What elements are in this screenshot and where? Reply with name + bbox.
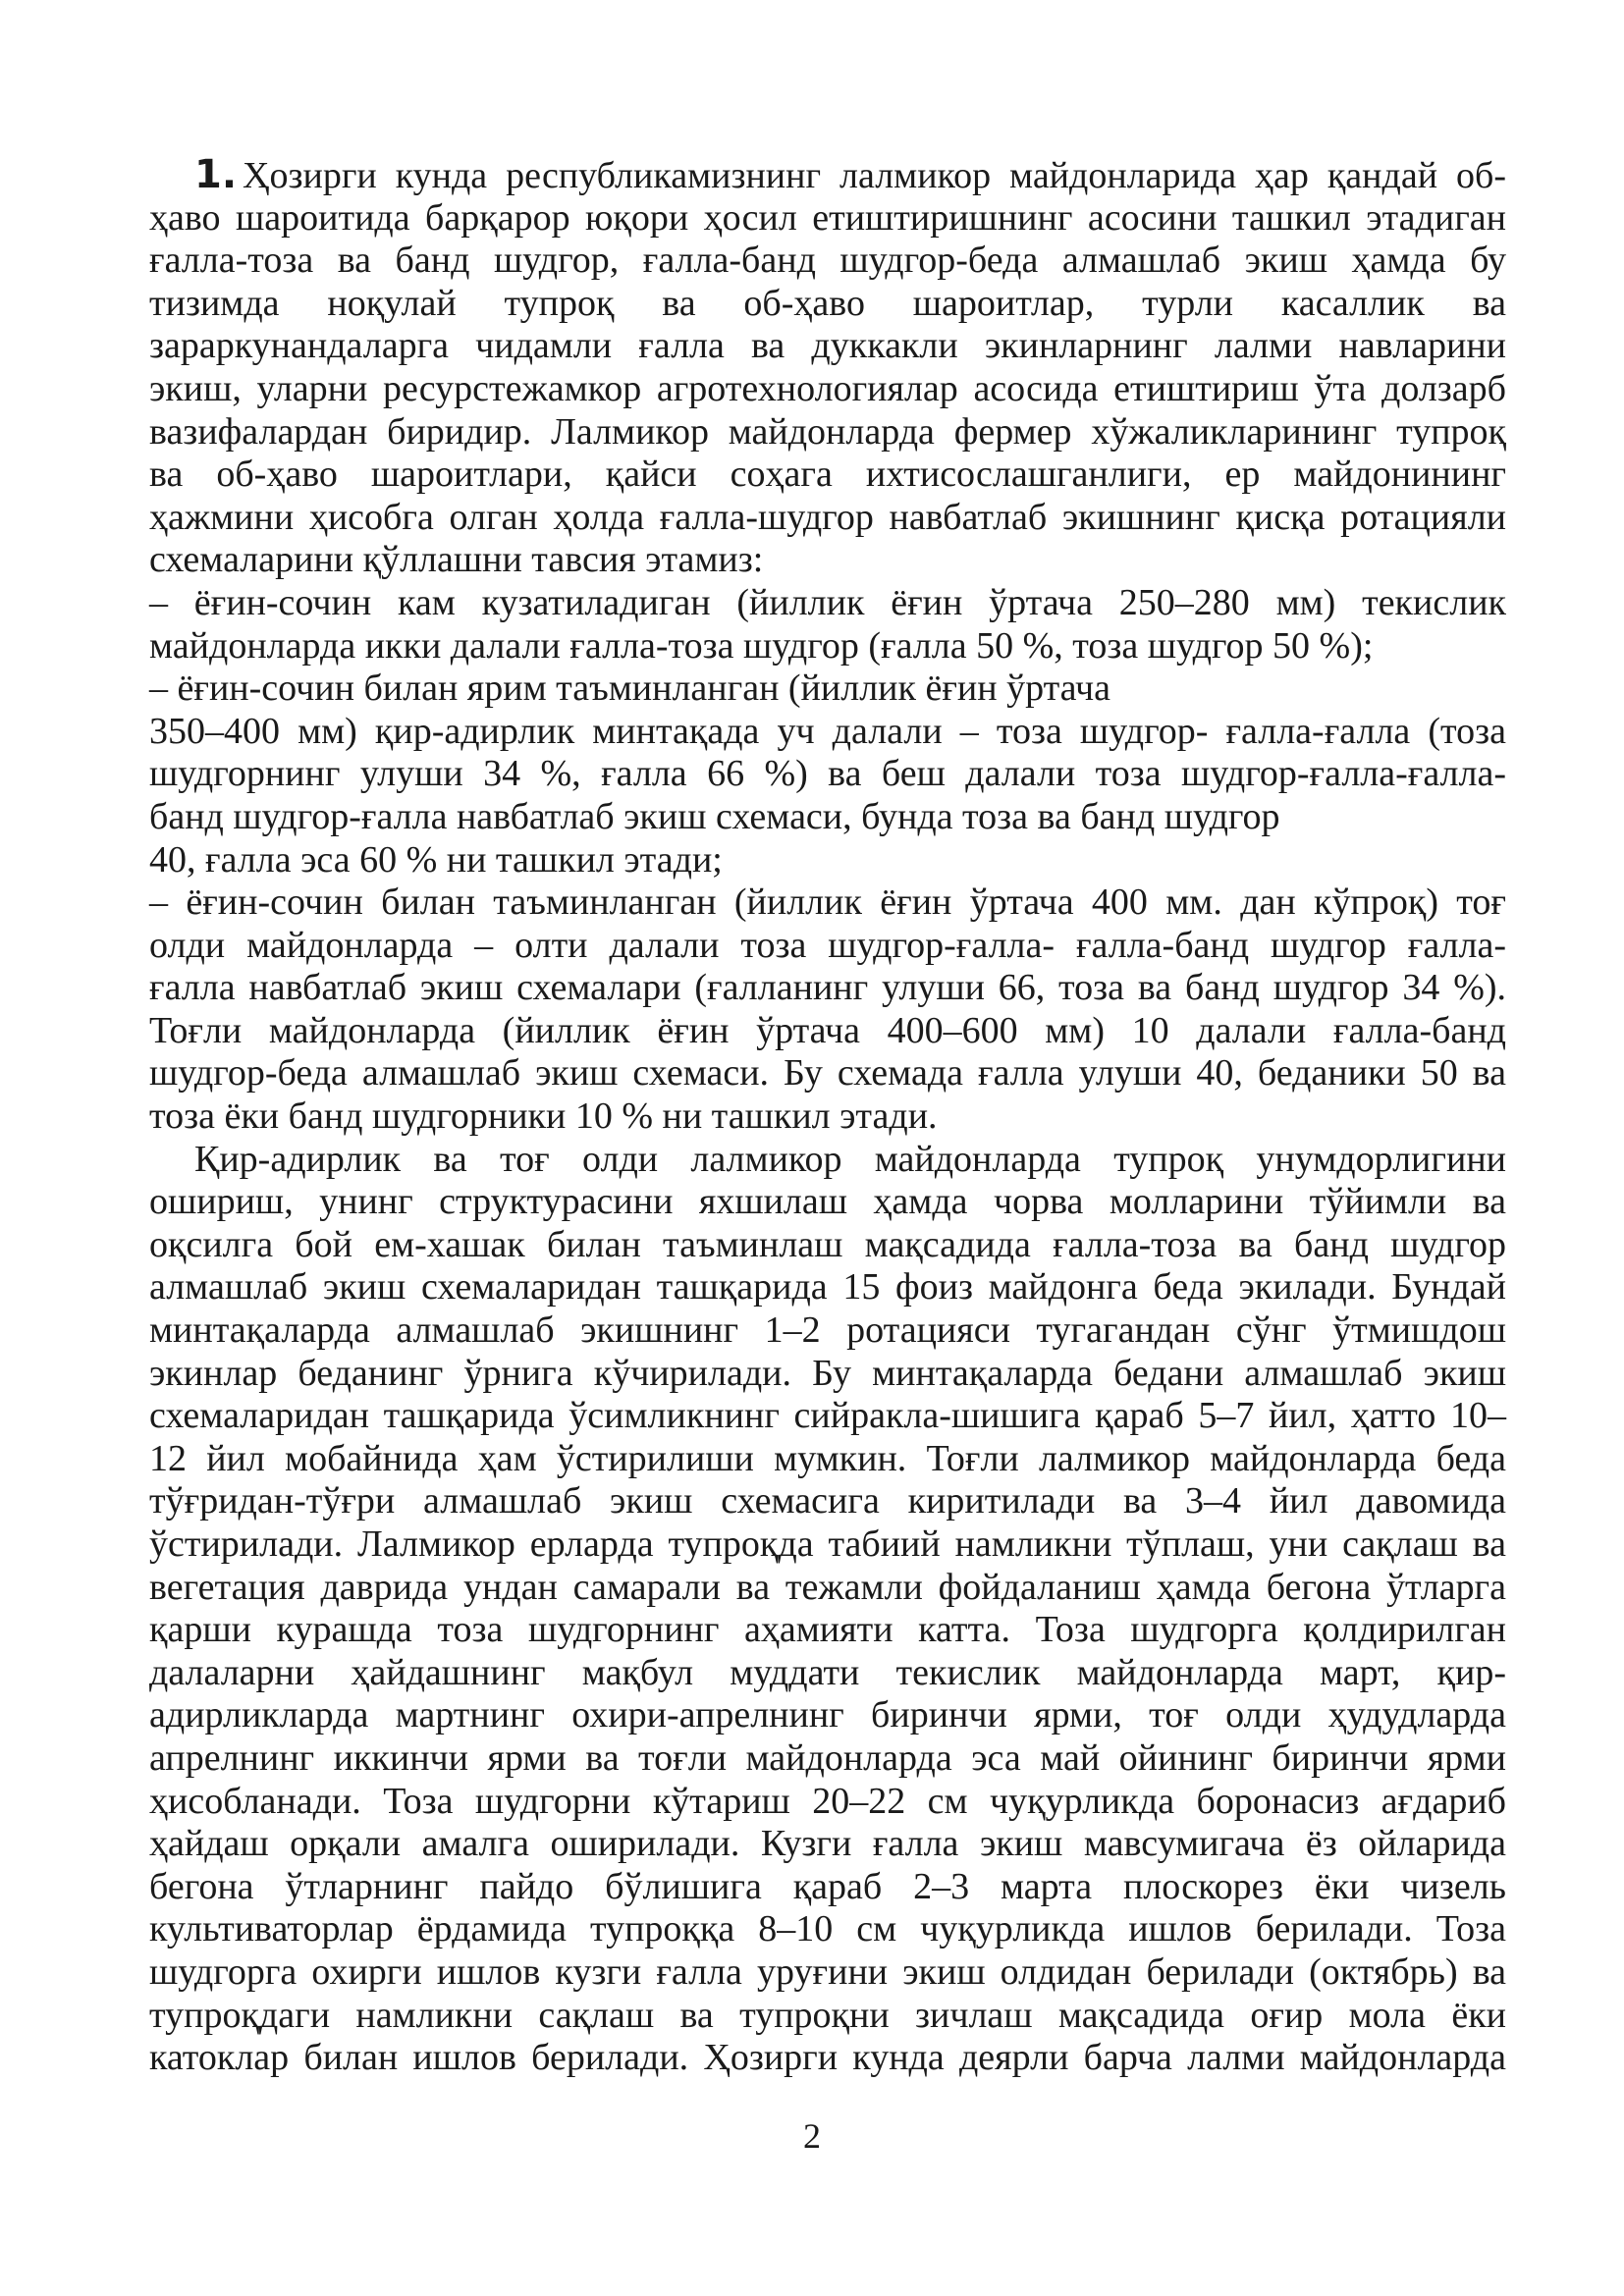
text-line: экиш, уларни ресурстежамкор агротехнологиялар асосида етиштириш ўта долзарб xyxy=(149,367,1506,409)
text-line: схемаларини қўллашни тавсия этамиз: xyxy=(149,539,764,581)
list-item-line: шудгорнинг улуши 34 %, ғалла 66 %) ва беш далали тоза шудгор-ғалла-ғалла- xyxy=(149,753,1506,795)
text-line: бегона ўтларнинг пайдо бўлишига қараб 2–3 марта плоскорез ёки чизель xyxy=(149,1865,1506,1907)
list-item-line: ғалла навбатлаб экиш схемалари (ғалланинг улуши 66, тоза ва банд шудгор 34 %). xyxy=(149,967,1506,1009)
text-line: Қир-адирлик ва тоғ олди лалмикор майдонларда тупроқ унумдорлигини xyxy=(194,1138,1506,1180)
text-line: ҳайдаш орқали амалга оширилади. Кузги ғалла экиш мавсумигача ёз ойларида xyxy=(149,1823,1506,1865)
text-line: далаларни ҳайдашнинг мақбул муддати текислик майдонларда март, қир- xyxy=(149,1651,1506,1693)
text-line: вазифалардан биридир. Лалмикор майдонларда фермер хўжаликларининг тупроқ xyxy=(149,410,1506,453)
text-line: тизимда ноқулай тупроқ ва об-ҳаво шароитлар, турли касаллик ва xyxy=(149,282,1506,324)
text-line: ҳаво шароитида барқарор юқори ҳосил етиштиришнинг асосини ташкил этадиган xyxy=(149,196,1506,239)
text-line: шудгорга охирги ишлов кузги ғалла уруғини экиш олдидан берилади (октябрь) ва xyxy=(149,1950,1506,1993)
page-number: 2 xyxy=(803,2116,821,2156)
text-line: адирликларда мартнинг охири-апрелнинг биринчи ярми, тоғ олди ҳудудларда xyxy=(149,1694,1506,1736)
text-line: вегетация даврида ундан самарали ва тежамли фойдаланиш ҳамда бегона ўтларга xyxy=(149,1566,1506,1608)
text-line: схемаларидан ташқарида ўсимликнинг сийракла-шишига қараб 5–7 йил, ҳатто 10– xyxy=(149,1395,1506,1437)
text-line: тоза ёки банд шудгорники 10 % ни ташкил этади. xyxy=(149,1095,938,1138)
list-item-line: банд шудгор-ғалла навбатлаб экиш схемаси, бунда тоза ва банд шудгор xyxy=(149,795,1280,837)
text-line: тупроқдаги намликни сақлаш ва тупроқни зичлаш мақсадида оғир мола ёки xyxy=(149,1994,1506,2036)
text-line: ва об-ҳаво шароитлари, қайси соҳага ихтисослашганлиги, ер майдонининг xyxy=(149,454,1506,496)
text-line: ўстирилади. Лалмикор ерларда тупроқда табиий намликни тўплаш, уни сақлаш ва xyxy=(149,1523,1506,1565)
list-item-line: – ёғин-сочин билан таъминланган (йиллик ёғин ўртача 400 мм. дан кўпроқ) тоғ xyxy=(149,881,1506,924)
text-line: 1. Ҳозирги кунда республикамизнинг лалмикор майдонларида ҳар қандай об- xyxy=(194,152,1506,197)
text-line: алмашлаб экиш схемаларидан ташқарида 15 фоиз майдонга беда экилади. Бундай xyxy=(149,1266,1506,1308)
text-line: қарши курашда тоза шудгорнинг аҳамияти катта. Тоза шудгорга қолдирилган xyxy=(149,1609,1506,1651)
text-line: апрелнинг иккинчи ярми ва тоғли майдонларда эса май ойининг биринчи ярми xyxy=(149,1736,1506,1779)
list-item-line: майдонларда икки далали ғалла-тоза шудгор (ғалла 50 %, тоза шудгор 50 %); xyxy=(149,624,1374,667)
text-line: экинлар беданинг ўрнига кўчирилади. Бу минтақаларда бедани алмашлаб экиш xyxy=(149,1352,1506,1394)
list-item-line: 350–400 мм) қир-адирлик минтақада уч далали – тоза шудгор- ғалла-ғалла (тоза xyxy=(149,710,1506,752)
section-number: 1. xyxy=(194,152,238,197)
list-item-line: олди майдонларда – олти далали тоза шудгор-ғалла- ғалла-банд шудгор ғалла- xyxy=(149,924,1506,966)
text-line: зараркунандаларга чидамли ғалла ва дуккакли экинларнинг лалми навларини xyxy=(149,325,1506,367)
list-item-line: – ёғин-сочин билан ярим таъминланган (йиллик ёғин ўртача xyxy=(149,667,1110,710)
text-line: ғалла-тоза ва банд шудгор, ғалла-банд шудгор-беда алмашлаб экиш ҳамда бу xyxy=(149,240,1506,282)
text-line: оқсилга бой ем-хашак билан таъминлаш мақсадида ғалла-тоза ва банд шудгор xyxy=(149,1223,1506,1265)
text-line: 12 йил мобайнида ҳам ўстирилиши мумкин. Тоғли лалмикор майдонларда беда xyxy=(149,1437,1506,1479)
document-body xyxy=(149,154,1506,2080)
text-line: ҳисобланади. Тоза шудгорни кўтариш 20–22 см чуқурликда боронасиз ағдариб xyxy=(149,1780,1506,1822)
text-line: культиваторлар ёрдамида тупроққа 8–10 см чуқурликда ишлов берилади. Тоза xyxy=(149,1908,1506,1950)
text-line: минтақаларда алмашлаб экишнинг 1–2 ротацияси тугагандан сўнг ўтмишдош xyxy=(149,1309,1506,1352)
text-line: ошириш, унинг структурасини яхшилаш ҳамда чорва молларини тўйимли ва xyxy=(149,1181,1506,1223)
list-item-line: – ёғин-сочин кам кузатиладиган (йиллик ёғин ўртача 250–280 мм) текислик xyxy=(149,581,1506,623)
text-line: катоклар билан ишлов берилади. Ҳозирги кунда деярли барча лалми майдонларда xyxy=(149,2037,1506,2079)
text-line: шудгор-беда алмашлаб экиш схемаси. Бу схемада ғалла улуши 40, беданики 50 ва xyxy=(149,1052,1506,1095)
text-line: тўғридан-тўғри алмашлаб экиш схемасига киритилади ва 3–4 йил давомида xyxy=(149,1480,1506,1522)
text-line: ҳажмини ҳисобга олган ҳолда ғалла-шудгор навбатлаб экишнинг қисқа ротацияли xyxy=(149,496,1506,538)
list-item-line: 40, ғалла эса 60 % ни ташкил этади; xyxy=(149,838,723,881)
text-line: Тоғли майдонларда (йиллик ёғин ўртача 400–600 мм) 10 далали ғалла-банд xyxy=(149,1009,1506,1051)
